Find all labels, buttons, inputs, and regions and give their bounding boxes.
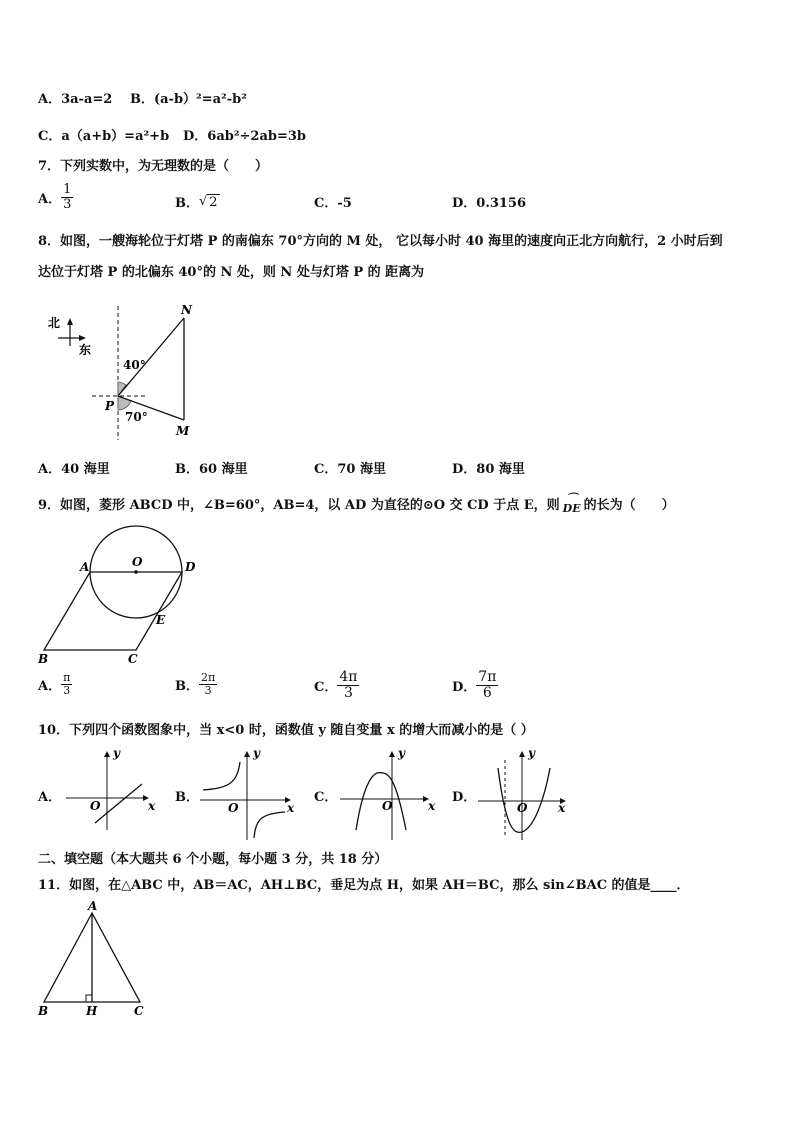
q8-stem-line1: 8．如图，一艘海轮位于灯塔 P 的南偏东 70°方向的 M 处， 它以每小时 40 海里的速度向正北方向航行，2 小时后到 <box>38 234 723 249</box>
q8-option-d: D．80 海里 <box>452 462 525 477</box>
q8-label-N: N <box>181 303 192 317</box>
q9-stem-post: 的长为（ ） <box>583 498 675 514</box>
q6-option-c: C．a（a+b）=a²+b <box>38 129 170 144</box>
q8-label-P: P <box>105 399 115 413</box>
q9-d-denominator: 6 <box>482 684 492 701</box>
q8-option-c: C．70 海里 <box>314 462 386 477</box>
q9-option-a-label: A． <box>38 678 62 694</box>
section-2-header: 二、填空题（本大题共 6 个小题，每小题 3 分，共 18 分） <box>38 852 388 867</box>
q9-label-A: A <box>80 560 90 574</box>
q11-label-C: C <box>134 1004 144 1018</box>
q8-angle-40-label: 40° <box>123 358 146 372</box>
q7-option-d: D．0.3156 <box>452 196 527 211</box>
q8-stem-line2: 达位于灯塔 P 的北偏东 40°的 N 处，则 N 处与灯塔 P 的 距离为 <box>38 265 425 280</box>
q9-b-numerator: 2π <box>201 671 216 684</box>
q11-label-B: B <box>38 1004 49 1018</box>
q8-label-M: M <box>176 424 190 438</box>
q10-b-y-label: y <box>253 746 260 760</box>
q9-a-denominator: 3 <box>63 683 71 697</box>
q9-label-C: C <box>128 652 138 666</box>
q9-label-B: B <box>38 652 49 666</box>
q10-option-d-label: D． <box>452 790 477 805</box>
q9-stem-pre: 9．如图，菱形 ABCD 中，∠B=60°，AB=4，以 AD 为直径的⊙O 交 CD 于点 E，则 <box>38 498 560 514</box>
q7-option-c: C．-5 <box>314 196 352 211</box>
q10-b-x-label: x <box>287 801 295 815</box>
q11-label-H: H <box>86 1004 98 1018</box>
compass-east-label: 东 <box>79 343 92 357</box>
q9-c-numerator: 4π <box>339 669 358 685</box>
q10-a-x-label: x <box>148 799 156 813</box>
q10-c-origin-label: O <box>382 799 393 813</box>
q10-d-x-label: x <box>558 801 566 815</box>
q10-option-b-label: B． <box>175 790 199 805</box>
sqrt-symbol: √ <box>199 194 208 209</box>
q11-stem: 11．如图，在△ABC 中，AB＝AC，AH⊥BC，垂足为点 H，如果 AH＝BC，那么 sin∠BAC 的值是____． <box>38 878 690 893</box>
q11-label-A: A <box>88 899 98 913</box>
q10-c-y-label: y <box>398 746 405 760</box>
q9-b-denominator: 3 <box>204 683 212 697</box>
q9-option-b-label: B． <box>175 678 199 694</box>
q10-option-c-label: C． <box>314 790 338 805</box>
q9-arc-label: DE <box>562 501 581 515</box>
q9-c-denominator: 3 <box>343 684 353 701</box>
compass-north-label: 北 <box>48 316 61 330</box>
q11-right-angle-mark <box>86 995 92 1002</box>
q7-option-b-label: B． <box>175 196 199 211</box>
q9-label-E: E <box>156 613 166 627</box>
arc-symbol: ⌒ <box>566 492 578 505</box>
q10-c-x-label: x <box>428 799 436 813</box>
q10-d-y-label: y <box>528 746 535 760</box>
q8-option-b: B．60 海里 <box>175 462 248 477</box>
q6-option-a: A．3a-a=2 <box>38 92 113 107</box>
q7-a-numerator: 1 <box>63 182 72 197</box>
q7-stem: 7．下列实数中，为无理数的是（ ） <box>38 159 269 174</box>
q10-a-y-label: y <box>113 746 120 760</box>
q10-d-origin-label: O <box>517 801 528 815</box>
q9-option-c-label: C． <box>314 679 338 695</box>
q9-a-numerator: π <box>63 671 71 684</box>
q9-option-d-label: D． <box>452 679 477 695</box>
q8-option-a: A．40 海里 <box>38 462 110 477</box>
q10-stem: 10．下列四个函数图象中，当 x<0 时，函数值 y 随自变量 x 的增大而减小的是（ ） <box>38 723 534 738</box>
q10-a-origin-label: O <box>90 799 101 813</box>
q9-label-D: D <box>185 560 196 574</box>
q6-option-d: D．6ab²÷2ab=3b <box>183 129 307 144</box>
q10-b-origin-label: O <box>228 801 239 815</box>
q8-angle-70-label: 70° <box>125 410 148 424</box>
q10-option-a-label: A． <box>38 790 62 805</box>
q7-option-a-label: A． <box>38 191 62 207</box>
q9-d-numerator: 7π <box>478 669 497 685</box>
q6-option-b: B．(a-b）²=a²-b² <box>130 92 247 107</box>
q7-a-denominator: 3 <box>63 196 72 212</box>
q7-b-radicand: 2 <box>209 194 218 210</box>
q9-label-O: O <box>132 555 143 569</box>
